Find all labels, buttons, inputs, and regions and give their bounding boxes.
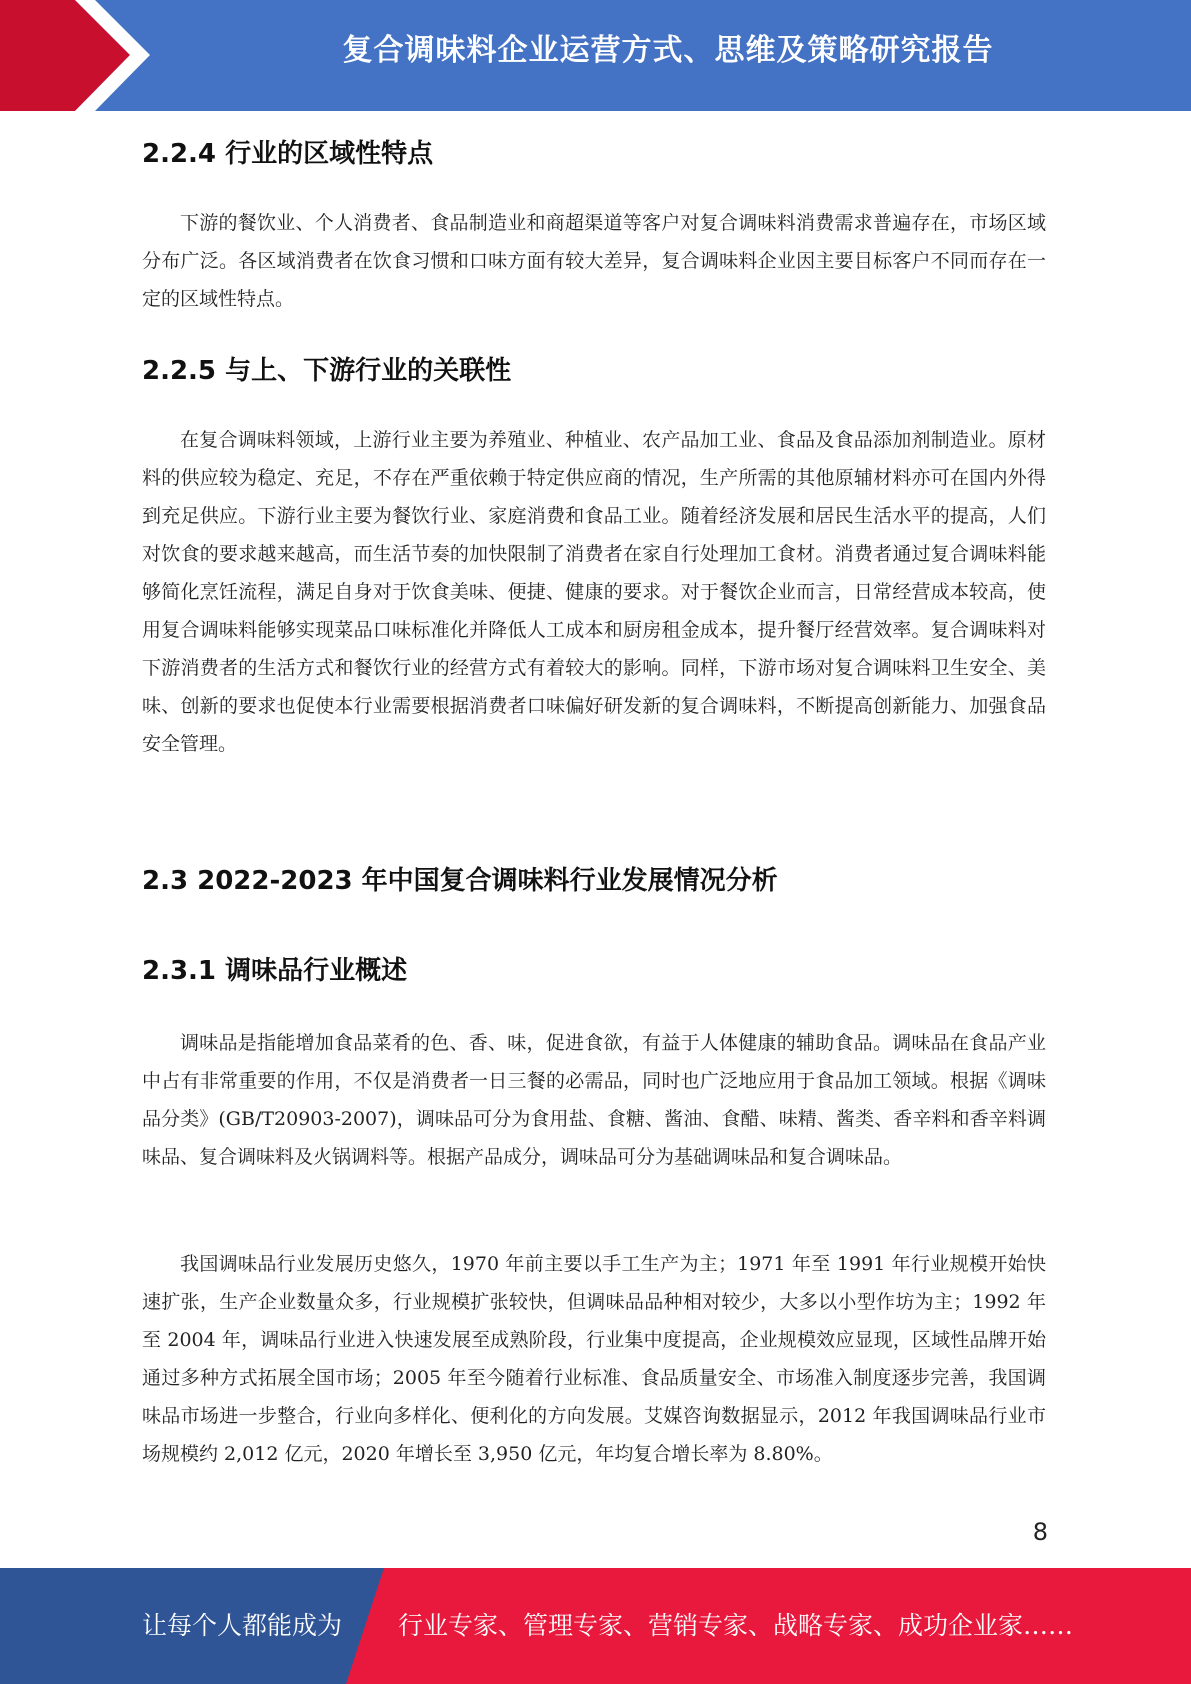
footer-slogan-right: 行业专家、管理专家、营销专家、战略专家、成功企业家…… [398, 1611, 1074, 1640]
section-heading-2-3-1: 2.3.1 调味品行业概述 [142, 956, 408, 986]
section-paragraph: 我国调味品行业发展历史悠久，1970 年前主要以手工生产为主；1971 年至 1991 年行业规模开始快速扩张，生产企业数量众多，行业规模扩张较快，但调味品品种相对较少，大多以小型作坊为主；1992 年至 2004 年，调味品行业进入快速发展至成熟阶段，行业集中度提高，企业规模效应显现，区域性品牌开始通过多种方式拓展全国市场；2005 年至今随着行业标准、食品质量安全、市场准入制度逐步完善，我国调味品市场进一步整合，行业向多样化、便利化的方向发展。艾媒咨询数据显示，2012 年我国调味品行业市场规模约 2,012 亿元，2020 年增长至 3,950 亿元，年均复合增长率为 8.80%。 [142, 1253, 1046, 1465]
footer-slogan-left: 让每个人都能成为 [142, 1611, 343, 1640]
document-title: 复合调味料企业运营方式、思维及策略研究报告 [342, 33, 994, 68]
section-heading-2-3: 2.3 2022-2023 年中国复合调味料行业发展情况分析 [142, 866, 778, 896]
section-heading-2-2-4: 2.2.4 行业的区域性特点 [142, 139, 434, 169]
section-heading-2-2-5: 2.2.5 与上、下游行业的关联性 [142, 356, 512, 386]
page-footer [0, 1568, 1191, 1684]
section-paragraph: 调味品是指能增加食品菜肴的色、香、味，促进食欲，有益于人体健康的辅助食品。调味品在食品产业中占有非常重要的作用，不仅是消费者一日三餐的必需品，同时也广泛地应用于食品加工领域。根据《调味品分类》(GB/T20903-2007)，调味品可分为食用盐、食糖、酱油、食醋、味精、酱类、香辛料和香辛料调味品、复合调味料及火锅调料等。根据产品成分，调味品可分为基础调味品和复合调味品。 [142, 1032, 1046, 1168]
section-paragraph: 下游的餐饮业、个人消费者、食品制造业和商超渠道等客户对复合调味料消费需求普遍存在，市场区域分布广泛。各区域消费者在饮食习惯和口味方面有较大差异，复合调味料企业因主要目标客户不同而存在一定的区域性特点。 [142, 212, 1046, 310]
page-header [0, 0, 1191, 111]
page-number: 8 [1032, 1518, 1048, 1546]
section-paragraph: 在复合调味料领域，上游行业主要为养殖业、种植业、农产品加工业、食品及食品添加剂制造业。原材料的供应较为稳定、充足，不存在严重依赖于特定供应商的情况，生产所需的其他原辅材料亦可在国内外得到充足供应。下游行业主要为餐饮行业、家庭消费和食品工业。随着经济发展和居民生活水平的提高，人们对饮食的要求越来越高，而生活节奏的加快限制了消费者在家自行处理加工食材。消费者通过复合调味料能够简化烹饪流程，满足自身对于饮食美味、便捷、健康的要求。对于餐饮企业而言，日常经营成本较高，使用复合调味料能够实现菜品口味标准化并降低人工成本和厨房租金成本，提升餐厅经营效率。复合调味料对下游消费者的生活方式和餐饮行业的经营方式有着较大的影响。同样，下游市场对复合调味料卫生安全、美味、创新的要求也促使本行业需要根据消费者口味偏好研发新的复合调味料，不断提高创新能力、加强食品安全管理。 [142, 429, 1046, 755]
